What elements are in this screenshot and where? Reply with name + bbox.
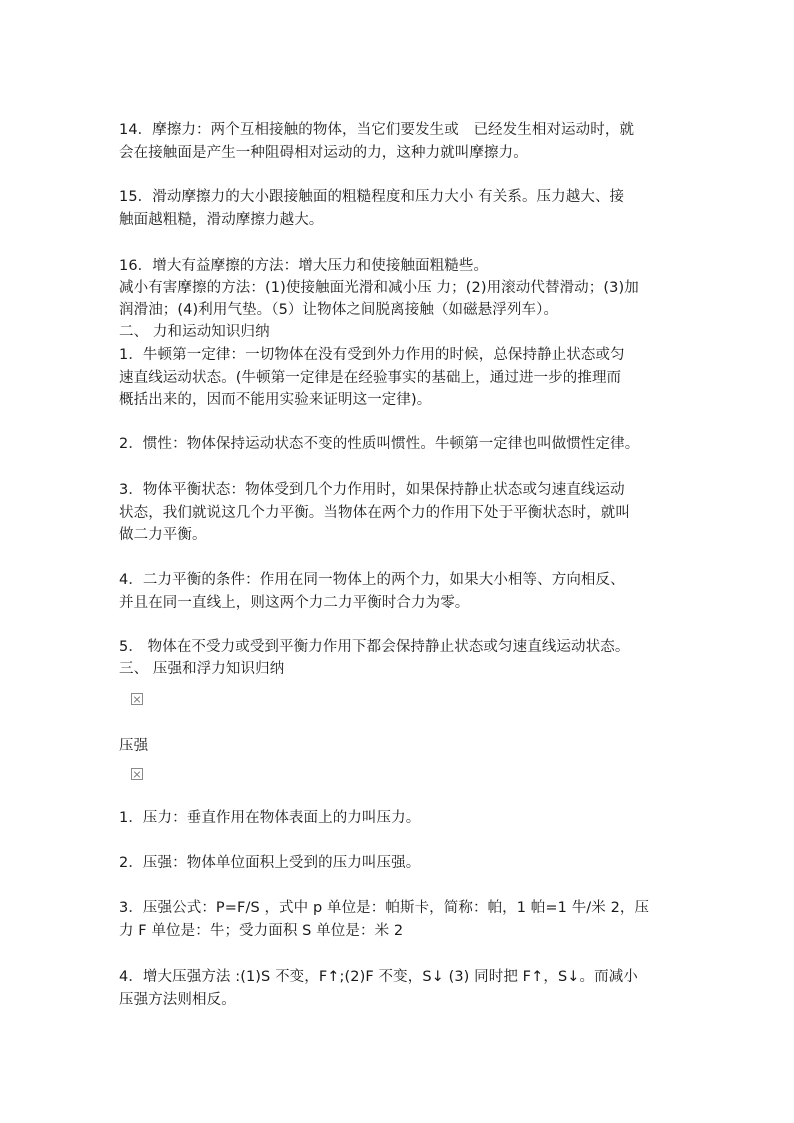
text-line: 1．压力：垂直作用在物体表面上的力叫压力。	[119, 810, 421, 826]
text-line: 15．滑动摩擦力的大小跟接触面的粗糙程度和压力大小 有关系。压力越大、接	[119, 189, 625, 205]
text-line: 触面越粗糙，滑动摩擦力越大。	[119, 212, 324, 228]
text-line: 3．物体平衡状态：物体受到几个力作用时，如果保持静止状态或匀速直线运动	[119, 482, 625, 498]
text-line: 3．压强公式：P=F/S ，式中 p 单位是：帕斯卡，简称：帕，1 帕=1 牛/米 2，压	[119, 900, 650, 916]
text-line: 1．牛顿第一定律：一切物体在没有受到外力作用的时候，总保持静止状态或匀	[119, 347, 625, 363]
text-line: 14．摩擦力：两个互相接触的物体，当它们要发生或 已经发生相对运动时，就	[119, 122, 635, 138]
text-line: 减小有害摩擦的方法：(1)使接触面光滑和减小压 力；(2)用滚动代替滑动；(3)加	[119, 280, 639, 296]
text-line: 2．压强：物体单位面积上受到的压力叫压强。	[119, 855, 421, 871]
text-line: 压强方法则相反。	[119, 992, 236, 1008]
text-line: 并且在同一直线上，则这两个力二力平衡时合力为零。	[119, 595, 470, 611]
broken-image-icon	[131, 768, 143, 780]
text-line: 速直线运动状态。(牛顿第一定律是在经验事实的基础上，通过进一步的推理而	[119, 370, 622, 386]
text-line: 概括出来的，因而不能用实验来证明这一定律)。	[119, 392, 432, 408]
section-heading: 二、 力和运动知识归纳	[119, 324, 270, 340]
text-line: 力 F 单位是：牛；受力面积 S 单位是：米 2	[119, 923, 404, 939]
text-line: 状态，我们就说这几个力平衡。当物体在两个力的作用下处于平衡状态时，就叫	[119, 505, 630, 521]
subsection-heading: 压强	[119, 738, 149, 754]
text-line: 会在接触面是产生一种阻碍相对运动的力，这种力就叫摩擦力。	[119, 145, 528, 161]
broken-image-icon	[131, 693, 143, 705]
text-line: 做二力平衡。	[119, 527, 207, 543]
text-line: 4．二力平衡的条件：作用在同一物体上的两个力，如果大小相等、方向相反、	[119, 572, 625, 588]
text-line: 4．增大压强方法 :(1)S 不变，F↑;(2)F 不变，S↓ (3) 同时把 F↑，S↓。而减小	[119, 969, 638, 985]
text-line: 16．增大有益摩擦的方法：增大压力和使接触面粗糙些。	[119, 258, 489, 274]
text-line: 2．惯性：物体保持运动状态不变的性质叫惯性。牛顿第一定律也叫做惯性定律。	[119, 436, 640, 452]
section-heading: 三、 压强和浮力知识归纳	[119, 661, 285, 677]
text-line: 润滑油；(4)利用气垫。（5）让物体之间脱离接触（如磁悬浮列车）。	[119, 302, 559, 318]
text-line: 5． 物体在不受力或受到平衡力作用下都会保持静止状态或匀速直线运动状态。	[119, 639, 630, 655]
